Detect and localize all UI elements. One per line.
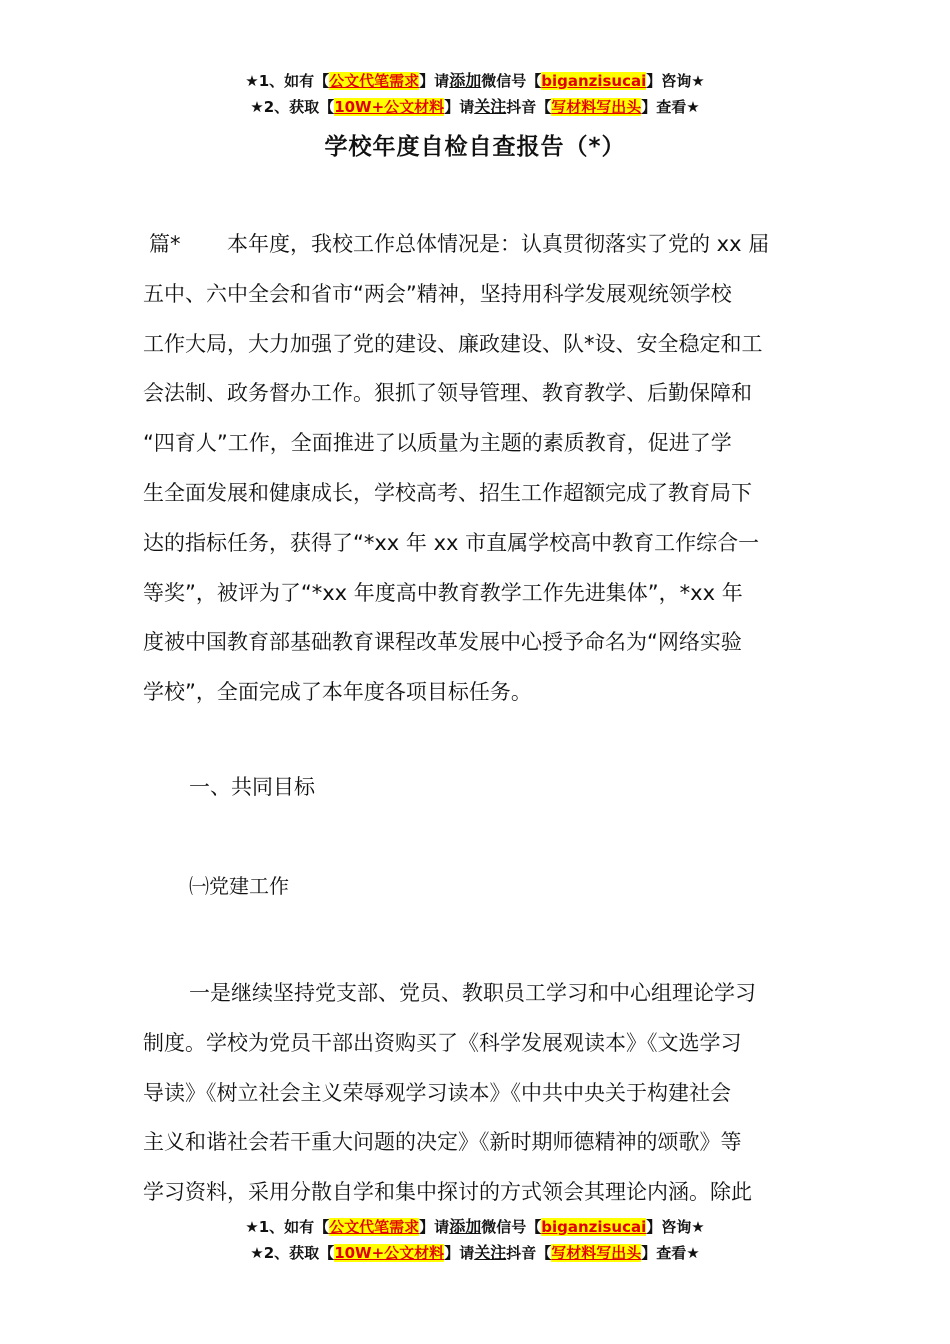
highlight-douyin-id: 写材料写出头 — [551, 98, 642, 116]
highlight-materials: 10W+公文材料 — [334, 1244, 445, 1262]
paragraph-line: 制度。学校为党员干部出资购买了《科学发展观读本》《文选学习 — [143, 1030, 742, 1055]
paragraph-line: 一是继续坚持党支部、党员、教职员工学习和中心组理论学习 — [189, 981, 756, 1005]
paragraph-line: 生全面发展和健康成长，学校高考、招生工作超额完成了教育局下 — [143, 480, 752, 505]
promo-line-1: ★1、如有【公文代笔需求】请添加微信号【biganzisucai】咨询★ — [245, 71, 705, 90]
paragraph-line: 篇* 本年度，我校工作总体情况是：认真贯彻落实了党的 xx 届 — [143, 220, 805, 270]
subsection-heading: ㈠党建工作 — [189, 874, 289, 898]
paragraph-line: 学校”，全面完成了本年度各项目标任务。 — [143, 680, 532, 705]
promo-line-1: ★1、如有【公文代笔需求】请添加微信号【biganzisucai】咨询★ — [245, 1217, 705, 1236]
highlight-douyin-id: 写材料写出头 — [551, 1244, 642, 1262]
paragraph-line: 度被中国教育部基础教育课程改革发展中心授予命名为“网络实验 — [143, 630, 742, 655]
promo-line-2: ★2、获取【10W+公文材料】请关注抖音【写材料写出头】查看★ — [250, 1243, 700, 1262]
paragraph-party-building — [143, 969, 805, 1218]
paragraph-line: 主义和谐社会若干重大问题的决定》《新时期师德精神的颂歌》等 — [143, 1130, 742, 1155]
highlight-service: 公文代笔需求 — [329, 1218, 420, 1236]
paragraph-summary — [143, 220, 805, 718]
highlight-materials: 10W+公文材料 — [334, 98, 445, 116]
highlight-service: 公文代笔需求 — [329, 72, 420, 90]
paragraph-line: 等奖”，被评为了“*xx 年度高中教育教学工作先进集体”，*xx 年 — [143, 580, 743, 605]
paragraph-line: 工作大局，大力加强了党的建设、廉政建设、队*设、安全稳定和工 — [143, 331, 763, 356]
paragraph-line: 五中、六中全会和省市“两会”精神，坚持用科学发展观统领学校 — [143, 281, 732, 306]
highlight-wechat-id: biganzisucai — [541, 72, 647, 90]
paragraph-line: “四育人”工作，全面推进了以质量为主题的素质教育，促进了学 — [143, 431, 732, 456]
section-label: 篇* — [149, 232, 181, 256]
paragraph-line: 达的指标任务，获得了“*xx 年 xx 市直属学校高中教育工作综合一 — [143, 530, 760, 555]
section-heading: 一、共同目标 — [189, 775, 315, 799]
promo-banner-top — [0, 68, 950, 120]
promo-banner-bottom — [0, 1214, 950, 1266]
paragraph-line: 会法制、政务督办工作。狠抓了领导管理、教育教学、后勤保障和 — [143, 381, 752, 406]
promo-line-2: ★2、获取【10W+公文材料】请关注抖音【写材料写出头】查看★ — [250, 97, 700, 116]
paragraph-line: 导读》《树立社会主义荣辱观学习读本》《中共中央关于构建社会 — [143, 1080, 731, 1105]
paragraph-line: 学习资料，采用分散自学和集中探讨的方式领会其理论内涵。除此 — [143, 1180, 752, 1205]
highlight-wechat-id: biganzisucai — [541, 1218, 647, 1236]
document-title: 学校年度自检自查报告（*） — [324, 134, 626, 160]
